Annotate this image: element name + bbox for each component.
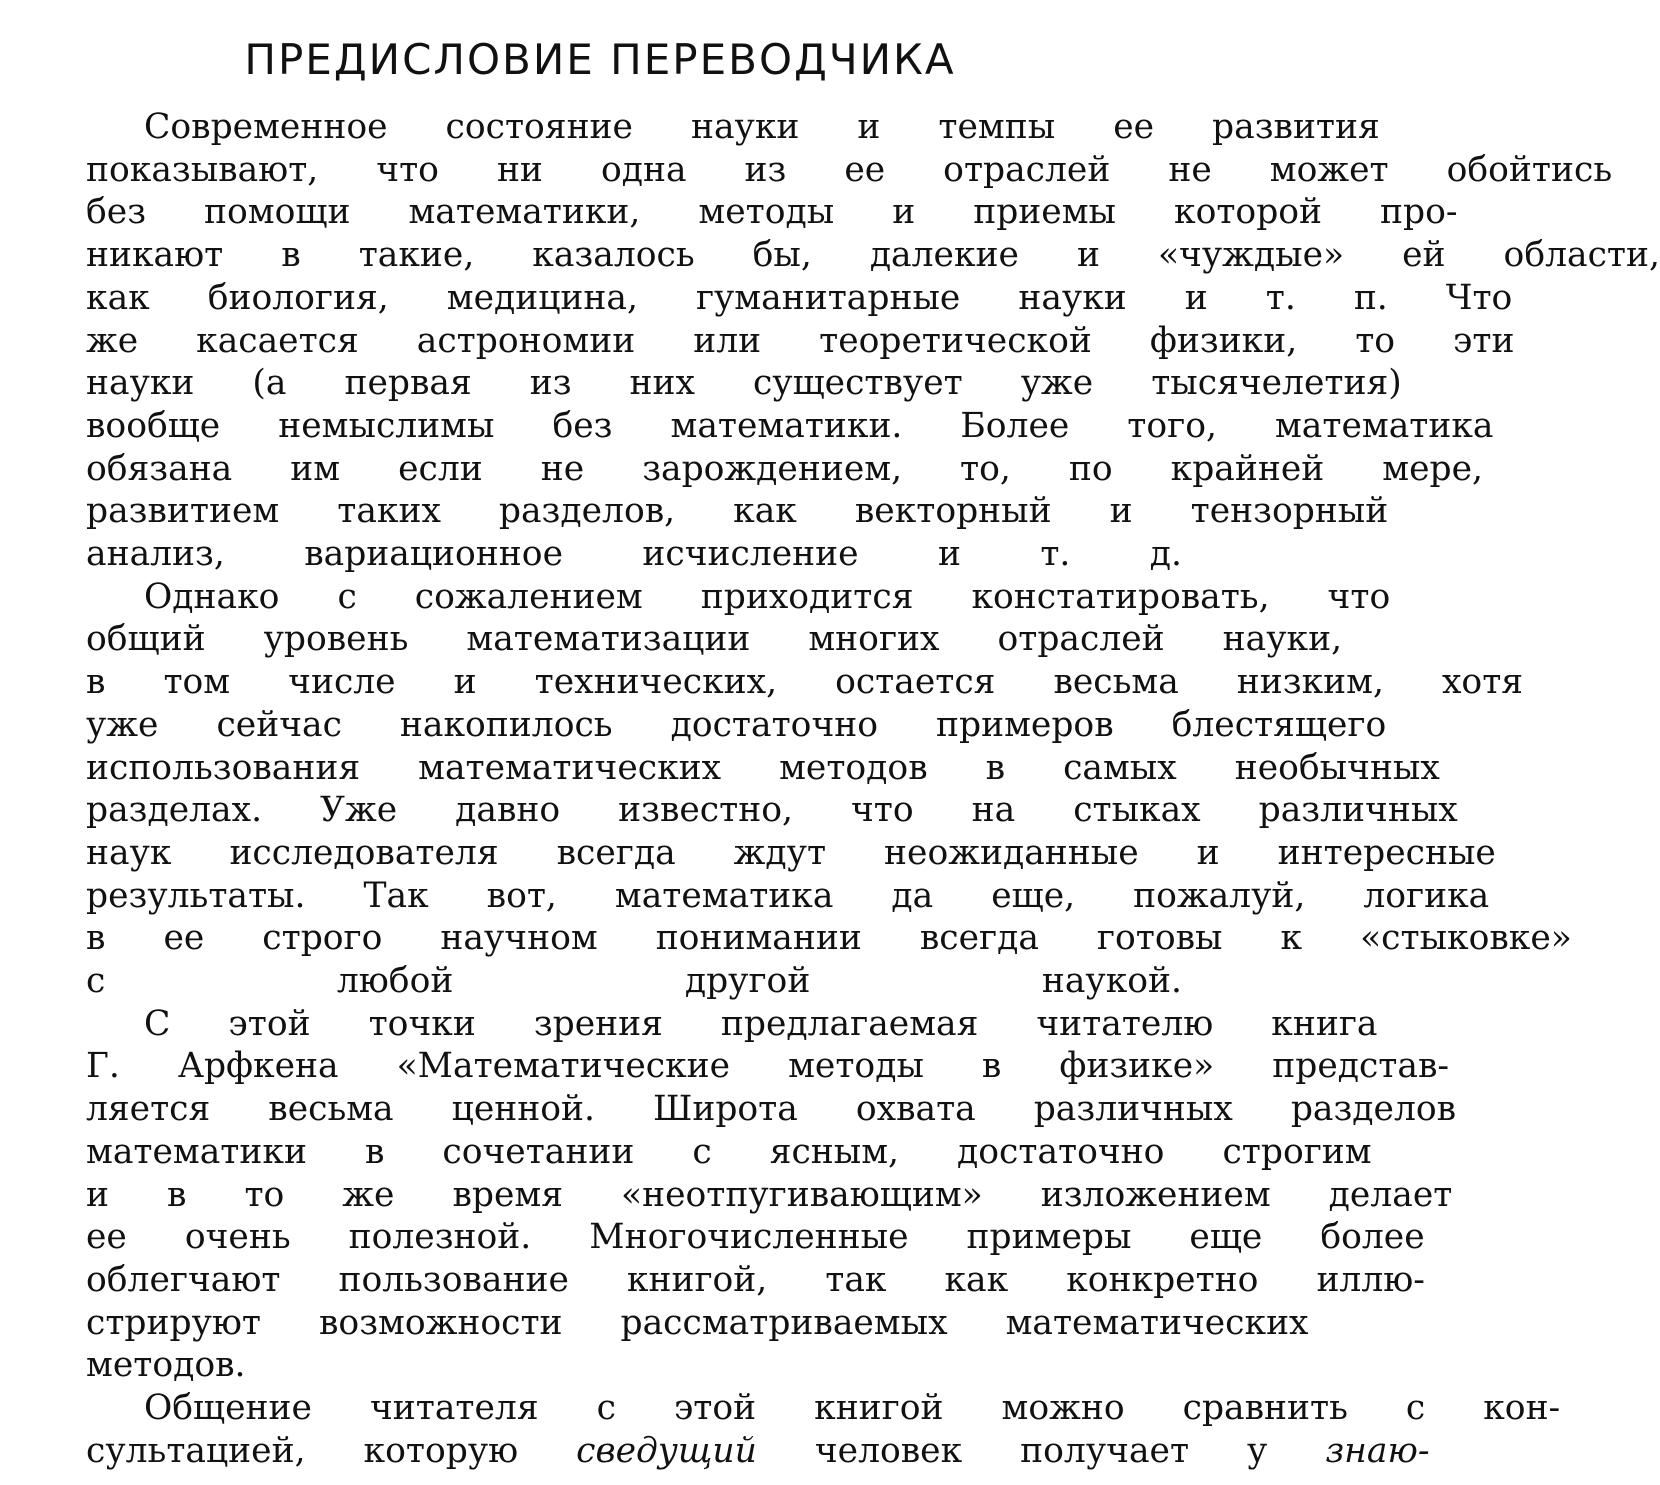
word: разделов, [498, 491, 676, 532]
word: возможности [319, 1302, 563, 1343]
word: и [1076, 235, 1100, 276]
word: такие, [358, 235, 475, 276]
word: развитием [86, 491, 280, 532]
word: наук [86, 832, 172, 873]
word: и [1109, 491, 1133, 532]
word: книгой [814, 1388, 944, 1429]
word: различных [1258, 790, 1458, 831]
word: то [1355, 320, 1396, 361]
page-title: ПРЕДИСЛОВИЕ ПЕРЕВОДЧИКА [244, 35, 956, 84]
text-line: с любой другой наукой. [86, 961, 1182, 1002]
word: сейчас [216, 704, 342, 745]
word: самых [1063, 747, 1177, 788]
word: и [1184, 277, 1208, 318]
word: «стыковке» [1360, 918, 1572, 959]
word: может [1269, 149, 1389, 190]
word: или [693, 320, 762, 361]
word: на [971, 790, 1016, 831]
word: с [692, 1131, 712, 1172]
word: математики, [408, 192, 641, 233]
word: и [892, 192, 916, 233]
word: да [891, 875, 934, 916]
word: необычных [1234, 747, 1440, 788]
word: Многочисленные [589, 1217, 909, 1258]
word: не [1168, 149, 1212, 190]
word: очень [184, 1217, 291, 1258]
text-line [28, 1131, 1372, 1174]
word: ей [1402, 235, 1446, 276]
word: уже [1020, 363, 1094, 404]
word: к [1280, 918, 1303, 959]
word: Что [1445, 277, 1513, 318]
word: числе [288, 662, 396, 703]
word: использования [86, 747, 361, 788]
word: показывают, [86, 149, 319, 190]
word: крайней [1170, 448, 1325, 489]
word: Однако [144, 576, 280, 617]
word: Широта [652, 1089, 798, 1130]
word: хотя [1441, 662, 1524, 703]
word: в [281, 235, 301, 276]
text-line: анализ, вариационное исчисление и т. д. [86, 534, 1182, 575]
text-line [28, 405, 1494, 448]
word: которой [1174, 192, 1323, 233]
text-line [28, 747, 1440, 790]
word: остается [835, 662, 996, 703]
text-line [28, 704, 1387, 747]
word: науки [690, 107, 800, 147]
word: пользование [338, 1259, 569, 1300]
word: ляется [86, 1089, 211, 1130]
word: примеры [966, 1217, 1132, 1258]
word: предлагаемая [720, 1003, 979, 1044]
text-line [28, 320, 1515, 363]
word: сочетании [442, 1131, 635, 1172]
word: стыках [1073, 790, 1201, 831]
word: с [337, 576, 357, 617]
paragraph-4 [28, 1387, 1561, 1472]
word: далекие [869, 235, 1019, 276]
word: время [452, 1174, 563, 1215]
word: уже [86, 704, 159, 745]
paragraph-2 [28, 576, 1572, 1003]
word: математизации [466, 619, 751, 660]
text-line [28, 1174, 1453, 1217]
word: блестящего [1171, 704, 1387, 745]
word: охвата [855, 1089, 976, 1130]
word: книгой, [626, 1259, 768, 1300]
word: медицина, [446, 277, 638, 318]
word: облегчают [86, 1259, 281, 1300]
text-line [28, 191, 1458, 234]
word: строгим [1222, 1131, 1372, 1172]
word: делает [1328, 1174, 1453, 1215]
word: готовы [1096, 918, 1223, 959]
word: науки [1018, 277, 1127, 318]
word: биология, [207, 277, 389, 318]
word: науки [86, 363, 195, 404]
text-line [28, 789, 1458, 832]
word: изложением [1040, 1174, 1271, 1215]
word: помощи [204, 192, 351, 233]
word: конкретно [1066, 1259, 1259, 1300]
italic-word: знаю- [1325, 1430, 1430, 1471]
word: можно [1001, 1388, 1125, 1429]
word: приходится [700, 576, 914, 617]
word: весьма [268, 1089, 394, 1130]
word: которую [363, 1430, 519, 1471]
word: представ- [1272, 1046, 1450, 1087]
word: мере, [1382, 448, 1483, 489]
word: общий [86, 619, 206, 660]
word: никают [86, 235, 224, 276]
word: что [850, 790, 914, 831]
word: в [985, 747, 1006, 788]
text-line [28, 875, 1490, 918]
word: человек [814, 1430, 963, 1471]
word: не [540, 448, 585, 489]
word: пожалуй, [1133, 875, 1306, 916]
word: Общение [144, 1388, 312, 1429]
word: про- [1380, 192, 1458, 233]
word: состояние [445, 107, 633, 147]
text-line [28, 1387, 1561, 1430]
word: и [1196, 832, 1220, 873]
word: многих [808, 619, 940, 660]
word: же [342, 1174, 395, 1215]
word: методы [698, 192, 835, 233]
text-line [28, 277, 1513, 320]
word: без [552, 405, 613, 446]
word: понимании [655, 918, 862, 959]
text-line [28, 106, 1380, 149]
word: достаточно [670, 704, 879, 745]
word: Более [960, 405, 1070, 446]
word: весьма [1053, 662, 1179, 703]
word: области, [1503, 235, 1660, 276]
text-line [28, 1045, 1450, 1088]
word: С [144, 1003, 171, 1044]
text-line [28, 362, 1402, 405]
word: книга [1271, 1003, 1378, 1044]
word: сравнить [1182, 1388, 1348, 1429]
word: ждут [733, 832, 827, 873]
word: приемы [973, 192, 1116, 233]
word: отраслей [943, 149, 1111, 190]
word: еще, [991, 875, 1076, 916]
word: всегда [919, 918, 1039, 959]
word: из [744, 149, 787, 190]
word: эти [1453, 320, 1515, 361]
text-line [28, 576, 1391, 619]
word: логика [1363, 875, 1490, 916]
word: различных [1033, 1089, 1233, 1130]
word: в [167, 1174, 187, 1215]
word: ее [86, 1217, 127, 1258]
word: неожиданные [884, 832, 1139, 873]
word: полезной. [348, 1217, 532, 1258]
word: известно, [618, 790, 793, 831]
word: кон- [1483, 1388, 1561, 1429]
word: более [1320, 1217, 1425, 1258]
word: тысячелетия) [1151, 363, 1402, 404]
word: зрения [533, 1003, 663, 1044]
word: без [86, 192, 147, 233]
word: что [376, 149, 439, 190]
word: науки, [1222, 619, 1343, 660]
word: же [86, 320, 139, 361]
word: строго [262, 918, 383, 959]
word: в [86, 918, 106, 959]
text-line [28, 234, 1660, 277]
word: низким, [1236, 662, 1384, 703]
word: примеров [936, 704, 1114, 745]
word: таких [337, 491, 441, 532]
word: т. [1265, 277, 1296, 318]
word: Арфкена [177, 1046, 339, 1087]
word: ясным, [769, 1131, 900, 1172]
word: уровень [263, 619, 409, 660]
text-line [28, 149, 1613, 192]
word: казалось [532, 235, 695, 276]
word: еще [1189, 1217, 1263, 1258]
word: технических, [534, 662, 778, 703]
word: методов [779, 747, 928, 788]
word: всегда [556, 832, 676, 873]
text-line [28, 1216, 1425, 1259]
word: ее [844, 149, 886, 190]
word: то [244, 1174, 285, 1215]
word: «чуждые» [1157, 235, 1345, 276]
word: темпы [938, 107, 1056, 147]
word: то, [960, 448, 1011, 489]
text-line: методов. [86, 1345, 246, 1386]
paragraph-3 [28, 1003, 1457, 1387]
word: теоретической [819, 320, 1092, 361]
word: «Математические [396, 1046, 731, 1087]
word: Так [363, 875, 429, 916]
word: с [596, 1388, 616, 1429]
word: точки [368, 1003, 476, 1044]
word: первая [344, 363, 472, 404]
word: отраслей [997, 619, 1165, 660]
word: гуманитарные [695, 277, 961, 318]
word: интересные [1277, 832, 1496, 873]
text-line [28, 1003, 1378, 1046]
word: того, [1127, 405, 1217, 446]
word: констатировать, [971, 576, 1270, 617]
word: Уже [320, 790, 398, 831]
word: получает [1020, 1430, 1190, 1471]
text-line [28, 448, 1483, 491]
word: физики, [1149, 320, 1298, 361]
word: из [529, 363, 572, 404]
word: как [733, 491, 797, 532]
word: по [1068, 448, 1113, 489]
word: векторный [854, 491, 1052, 532]
word: математика [1274, 405, 1494, 446]
word: (а [252, 363, 287, 404]
word: Г. [86, 1046, 120, 1087]
word: у [1247, 1430, 1268, 1471]
word: вообще [86, 405, 221, 446]
word: методы [788, 1046, 924, 1087]
italic-word: сведущий [576, 1430, 757, 1471]
text-line [28, 917, 1572, 960]
word: в [981, 1046, 1002, 1087]
word: немыслимы [278, 405, 495, 446]
word: ни [496, 149, 543, 190]
word: ее [163, 918, 205, 959]
word: математики [86, 1131, 307, 1172]
text-line [28, 618, 1343, 661]
text-line [28, 661, 1524, 704]
word: сожалением [414, 576, 643, 617]
word: давно [455, 790, 561, 831]
word: одна [600, 149, 687, 190]
word: них [629, 363, 695, 404]
word: астрономии [416, 320, 636, 361]
word: что [1327, 576, 1391, 617]
text-line [28, 832, 1496, 875]
text-line [28, 490, 1389, 533]
word: в [364, 1131, 385, 1172]
word: исследователя [229, 832, 499, 873]
body-text [28, 106, 1660, 1473]
text-line-mixed [28, 1430, 1430, 1473]
word: им [290, 448, 341, 489]
word: читателю [1036, 1003, 1214, 1044]
word: разделах. [86, 790, 263, 831]
word: как [86, 277, 150, 318]
word: сультацией, [86, 1430, 306, 1471]
word: так [825, 1259, 887, 1300]
word: как [944, 1259, 1009, 1300]
word: достаточно [957, 1131, 1165, 1172]
word: математики. [670, 405, 903, 446]
word: иллю- [1316, 1259, 1425, 1300]
word: тензорный [1190, 491, 1389, 532]
word: ценной. [451, 1089, 595, 1130]
word: стрируют [86, 1302, 261, 1343]
word: «неотпугивающим» [620, 1174, 983, 1215]
word: развития [1212, 107, 1380, 147]
paragraph-1 [28, 106, 1660, 576]
word: математика [614, 875, 834, 916]
word: п. [1353, 277, 1388, 318]
word: читателя [369, 1388, 539, 1429]
word: этой [673, 1388, 757, 1429]
word: накопилось [399, 704, 613, 745]
word: математических [418, 747, 722, 788]
word: и [857, 107, 881, 147]
word: существует [752, 363, 963, 404]
word: касается [196, 320, 359, 361]
word: вот, [486, 875, 557, 916]
word: разделов [1290, 1089, 1457, 1130]
word: бы, [752, 235, 812, 276]
word: физике» [1059, 1046, 1215, 1087]
text-line [28, 1259, 1425, 1302]
word: ее [1113, 107, 1155, 147]
word: результаты. [86, 875, 306, 916]
word: обойтись [1446, 149, 1613, 190]
word: зарождением, [642, 448, 903, 489]
word: если [398, 448, 483, 489]
word: научном [440, 918, 598, 959]
word: с [1405, 1388, 1426, 1429]
word: Современное [144, 107, 388, 147]
word: том [163, 662, 231, 703]
text-line [28, 1302, 1309, 1345]
word: математических [1005, 1302, 1309, 1343]
word: и [86, 1174, 109, 1215]
text-line [28, 1088, 1457, 1131]
word: и [453, 662, 477, 703]
word: в [86, 662, 106, 703]
word: этой [228, 1003, 311, 1044]
word: рассматриваемых [620, 1302, 948, 1343]
word: обязана [86, 448, 233, 489]
